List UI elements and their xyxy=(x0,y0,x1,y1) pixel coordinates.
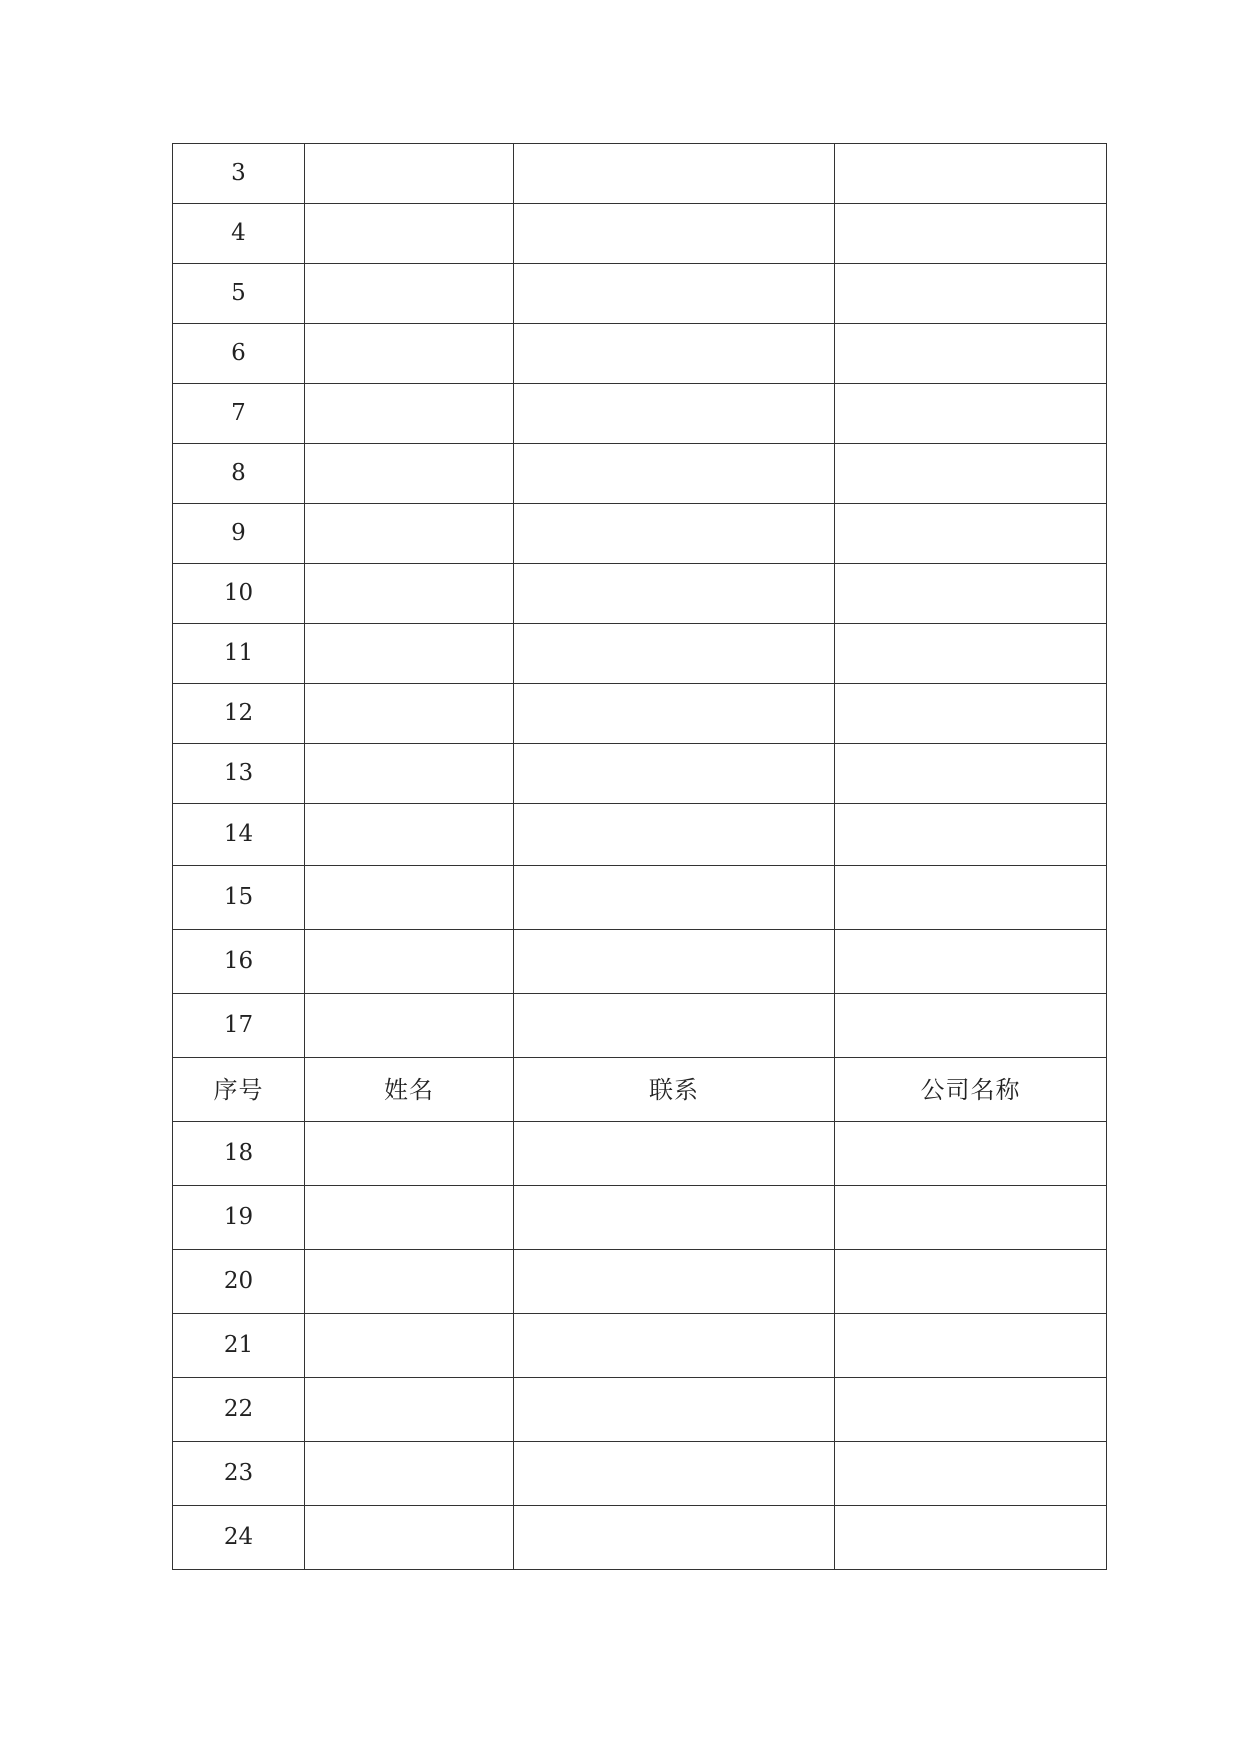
table-row xyxy=(173,1186,1107,1250)
row-index-cell: 20 xyxy=(173,1250,305,1314)
contact-cell xyxy=(514,1250,835,1314)
row-index-cell: 14 xyxy=(173,804,305,866)
table-row xyxy=(173,804,1107,866)
row-index-cell: 11 xyxy=(173,624,305,684)
table-row xyxy=(173,324,1107,384)
name-cell xyxy=(305,1186,514,1250)
name-cell xyxy=(305,384,514,444)
table-row xyxy=(173,1314,1107,1378)
table-row xyxy=(173,444,1107,504)
header-name-cell: 姓名 xyxy=(305,1058,514,1122)
table-row xyxy=(173,1378,1107,1442)
name-cell xyxy=(305,324,514,384)
company-cell xyxy=(835,930,1107,994)
name-cell xyxy=(305,264,514,324)
name-cell xyxy=(305,1314,514,1378)
name-cell xyxy=(305,204,514,264)
table-row xyxy=(173,744,1107,804)
contact-cell xyxy=(514,1506,835,1570)
name-cell xyxy=(305,684,514,744)
table-row xyxy=(173,384,1107,444)
contact-cell xyxy=(514,504,835,564)
name-cell xyxy=(305,1378,514,1442)
row-index-cell: 8 xyxy=(173,444,305,504)
company-cell xyxy=(835,624,1107,684)
table-row xyxy=(173,1506,1107,1570)
contact-cell xyxy=(514,994,835,1058)
contact-cell xyxy=(514,804,835,866)
contact-cell xyxy=(514,930,835,994)
table-row xyxy=(173,504,1107,564)
row-index-cell: 17 xyxy=(173,994,305,1058)
row-index-cell: 9 xyxy=(173,504,305,564)
contact-cell xyxy=(514,1442,835,1506)
company-cell xyxy=(835,144,1107,204)
table-row xyxy=(173,930,1107,994)
company-cell xyxy=(835,1250,1107,1314)
header-row xyxy=(173,1058,1107,1122)
name-cell xyxy=(305,1122,514,1186)
contact-cell xyxy=(514,264,835,324)
name-cell xyxy=(305,1250,514,1314)
contact-cell xyxy=(514,204,835,264)
header-company-cell: 公司名称 xyxy=(835,1058,1107,1122)
name-cell xyxy=(305,1506,514,1570)
company-cell xyxy=(835,1442,1107,1506)
contact-cell xyxy=(514,1122,835,1186)
row-index-cell: 12 xyxy=(173,684,305,744)
row-index-cell: 22 xyxy=(173,1378,305,1442)
row-index-cell: 3 xyxy=(173,144,305,204)
contact-cell xyxy=(514,324,835,384)
contact-cell xyxy=(514,1186,835,1250)
contact-cell xyxy=(514,624,835,684)
header-contact-cell: 联系 xyxy=(514,1058,835,1122)
company-cell xyxy=(835,384,1107,444)
company-cell xyxy=(835,564,1107,624)
contact-cell xyxy=(514,444,835,504)
name-cell xyxy=(305,564,514,624)
table-row xyxy=(173,624,1107,684)
table-row xyxy=(173,1122,1107,1186)
row-index-cell: 19 xyxy=(173,1186,305,1250)
table-row xyxy=(173,564,1107,624)
company-cell xyxy=(835,684,1107,744)
table-row xyxy=(173,1250,1107,1314)
header-index-cell: 序号 xyxy=(173,1058,305,1122)
company-cell xyxy=(835,264,1107,324)
row-index-cell: 18 xyxy=(173,1122,305,1186)
company-cell xyxy=(835,444,1107,504)
company-cell xyxy=(835,994,1107,1058)
contact-cell xyxy=(514,1314,835,1378)
company-cell xyxy=(835,744,1107,804)
name-cell xyxy=(305,744,514,804)
row-index-cell: 24 xyxy=(173,1506,305,1570)
company-cell xyxy=(835,504,1107,564)
contact-cell xyxy=(514,744,835,804)
contact-list-table xyxy=(172,143,1107,1570)
company-cell xyxy=(835,324,1107,384)
contact-cell xyxy=(514,384,835,444)
name-cell xyxy=(305,804,514,866)
name-cell xyxy=(305,144,514,204)
table-row xyxy=(173,144,1107,204)
company-cell xyxy=(835,1314,1107,1378)
row-index-cell: 6 xyxy=(173,324,305,384)
company-cell xyxy=(835,204,1107,264)
name-cell xyxy=(305,866,514,930)
row-index-cell: 4 xyxy=(173,204,305,264)
company-cell xyxy=(835,804,1107,866)
contact-cell xyxy=(514,866,835,930)
row-index-cell: 15 xyxy=(173,866,305,930)
contact-cell xyxy=(514,1378,835,1442)
table-row xyxy=(173,264,1107,324)
company-cell xyxy=(835,866,1107,930)
name-cell xyxy=(305,1442,514,1506)
table-row xyxy=(173,994,1107,1058)
company-cell xyxy=(835,1378,1107,1442)
name-cell xyxy=(305,444,514,504)
contact-cell xyxy=(514,564,835,624)
name-cell xyxy=(305,930,514,994)
name-cell xyxy=(305,994,514,1058)
table-body xyxy=(173,144,1107,1570)
company-cell xyxy=(835,1506,1107,1570)
row-index-cell: 16 xyxy=(173,930,305,994)
company-cell xyxy=(835,1186,1107,1250)
row-index-cell: 21 xyxy=(173,1314,305,1378)
company-cell xyxy=(835,1122,1107,1186)
row-index-cell: 5 xyxy=(173,264,305,324)
row-index-cell: 7 xyxy=(173,384,305,444)
row-index-cell: 10 xyxy=(173,564,305,624)
table-row xyxy=(173,684,1107,744)
row-index-cell: 23 xyxy=(173,1442,305,1506)
row-index-cell: 13 xyxy=(173,744,305,804)
contact-cell xyxy=(514,144,835,204)
contact-cell xyxy=(514,684,835,744)
name-cell xyxy=(305,504,514,564)
table-row xyxy=(173,1442,1107,1506)
table-row xyxy=(173,204,1107,264)
table-row xyxy=(173,866,1107,930)
name-cell xyxy=(305,624,514,684)
